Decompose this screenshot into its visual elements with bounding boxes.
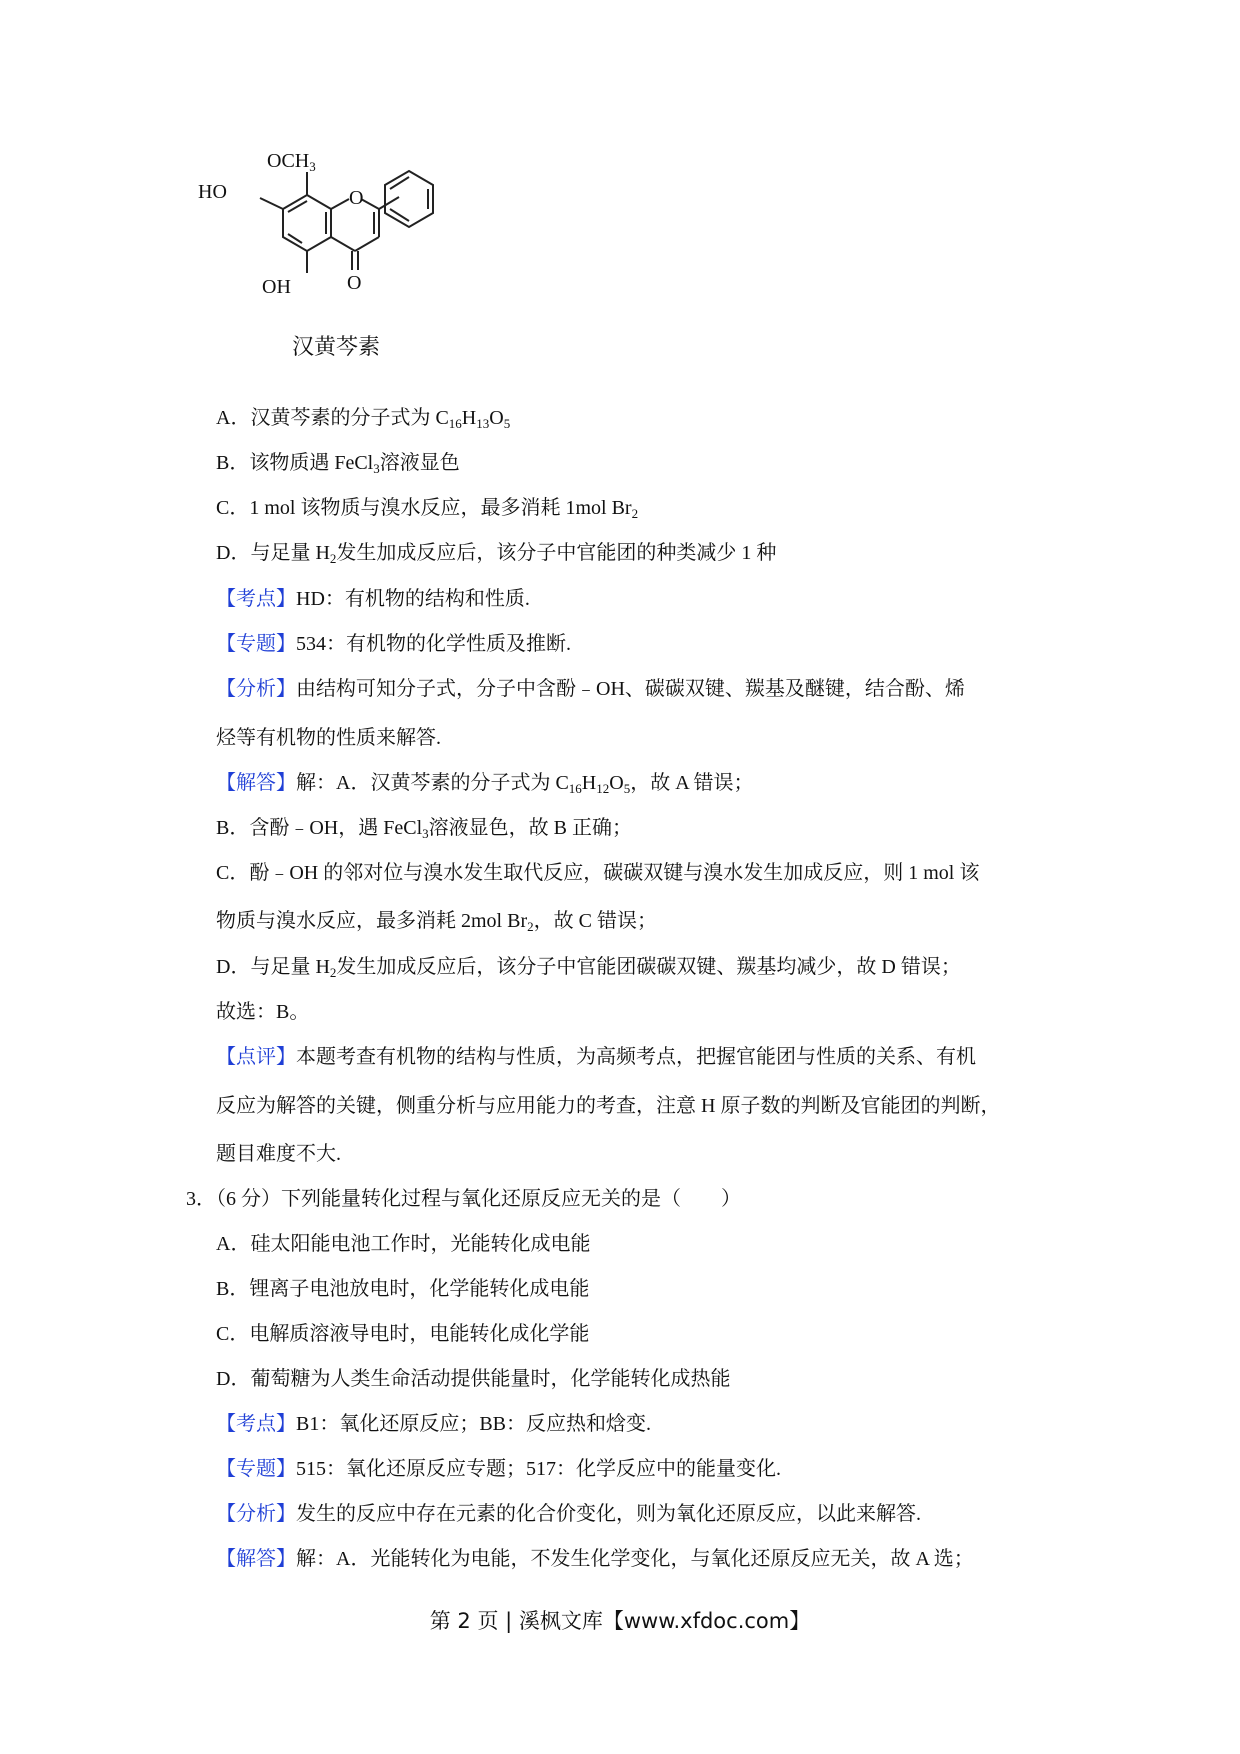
ring-oxygen-label: O [349,187,364,209]
q2-zhuanti: 【专题】534：有机物的化学性质及推断. [216,633,571,655]
q2-option-b: B．该物质遇 FeCl$_3$溶液显色 [216,452,460,476]
q2-dianping-line3: 题目难度不大. [216,1143,341,1165]
q3-fenxi: 【分析】发生的反应中存在元素的化合价变化，则为氧化还原反应，以此来解答. [216,1503,921,1525]
q3-option-d: D．葡萄糖为人类生命活动提供能量时，化学能转化成热能 [216,1368,731,1390]
fenxi-tag: 【分析】 [216,1503,296,1525]
q3-option-a: A．硅太阳能电池工作时，光能转化成电能 [216,1233,591,1255]
q3-stem: 3．（6 分）下列能量转化过程与氧化还原反应无关的是（ ） [186,1188,741,1210]
kaodian-tag: 【考点】 [216,588,296,610]
ho-label: HO [198,181,227,203]
q3-option-c: C．电解质溶液导电时，电能转化成化学能 [216,1323,590,1345]
q2-fenxi: 【分析】由结构可知分子式，分子中含酚﹣OH、碳碳双键、羰基及醚键，结合酚、烯 [216,678,965,700]
q2-answer: 故选：B。 [216,1001,310,1023]
q2-fenxi-line2: 烃等有机物的性质来解答. [216,727,441,749]
och3-label: $OCH_3$ [267,150,316,174]
q2-jieda: 【解答】解：A．汉黄芩素的分子式为 $C_{16}H_{12}O_5$，故 A 错误； [216,772,754,796]
q3-zhuanti: 【专题】515：氧化还原反应专题；517：化学反应中的能量变化. [216,1458,781,1480]
q2-jieda-d: D．与足量 $H_2$发生加成反应后，该分子中官能团碳碳双键、羰基均减少，故 D 错误； [216,956,961,980]
q2-dianping-line2: 反应为解答的关键，侧重分析与应用能力的考查，注意 H 原子数的判断及官能团的判断， [216,1095,1001,1117]
q2-jieda-c2: 物质与溴水反应，最多消耗 2mol $Br_2$，故 C 错误； [216,910,657,934]
q3-jieda: 【解答】解：A．光能转化为电能，不发生化学变化，与氧化还原反应无关，故 A 选； [216,1548,974,1570]
carbonyl-oxygen-label: O [347,272,362,294]
q2-option-c: C．1 mol 该物质与溴水反应，最多消耗 1mol $Br_2$ [216,497,639,521]
page-footer: 第 2 页 | 溪枫文库【www.xfdoc.com】 [429,1609,811,1633]
dianping-tag: 【点评】 [216,1046,296,1068]
jieda-tag: 【解答】 [216,1548,296,1570]
q3-option-b: B．锂离子电池放电时，化学能转化成电能 [216,1278,590,1300]
q2-jieda-b: B．含酚﹣OH，遇 FeCl$_3$溶液显色，故 B 正确； [216,817,632,841]
q2-kaodian: 【考点】HD：有机物的结构和性质. [216,588,530,610]
fenxi-tag: 【分析】 [216,678,296,700]
structure-caption: 汉黄芩素 [292,335,381,360]
q2-jieda-c1: C．酚﹣OH 的邻对位与溴水发生取代反应，碳碳双键与溴水发生加成反应，则 1 mol 该 [216,862,980,884]
kaodian-tag: 【考点】 [216,1413,296,1435]
q2-option-d: D．与足量 $H_2$发生加成反应后，该分子中官能团的种类减少 1 种 [216,542,777,566]
jieda-tag: 【解答】 [216,772,296,794]
zhuanti-tag: 【专题】 [216,1458,296,1480]
q3-kaodian: 【考点】B1：氧化还原反应；BB：反应热和焓变. [216,1413,652,1435]
oh-label: OH [262,276,291,298]
q2-option-a: A．汉黄芩素的分子式为 $C_{16}H_{13}O_5$ [216,407,511,431]
q2-dianping: 【点评】本题考查有机物的结构与性质，为高频考点，把握官能团与性质的关系、有机 [216,1046,976,1068]
zhuanti-tag: 【专题】 [216,633,296,655]
